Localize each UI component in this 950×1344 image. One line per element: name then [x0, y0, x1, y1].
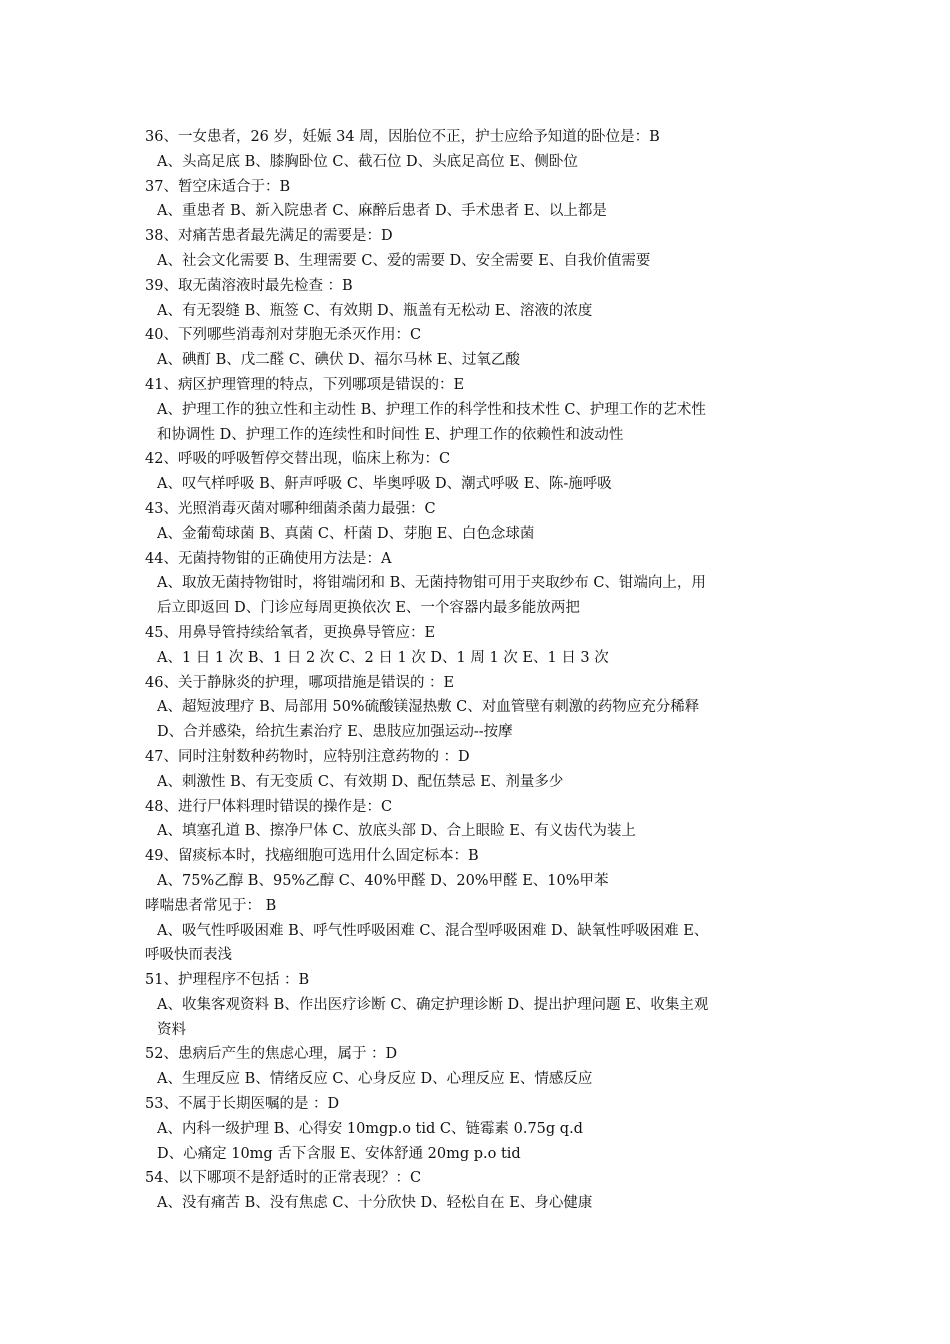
answer-options-line: A、叹气样呼吸 B、鼾声呼吸 C、毕奥呼吸 D、潮式呼吸 E、陈-施呼吸 [157, 476, 612, 493]
question-line: 哮喘患者常见于： B [145, 897, 277, 914]
question-line: 49、留痰标本时，找癌细胞可选用什么固定标本：B [145, 848, 479, 865]
answer-options-line: A、填塞孔道 B、擦净尸体 C、放底头部 D、合上眼睑 E、有义齿代为装上 [157, 823, 636, 840]
answer-options-line: A、社会文化需要 B、生理需要 C、爱的需要 D、安全需要 E、自我价值需要 [157, 252, 651, 269]
question-line: 54、以下哪项不是舒适时的正常表现？：C [145, 1170, 422, 1187]
question-line: 40、下列哪些消毒剂对芽胞无杀灭作用：C [145, 327, 422, 344]
question-line: 53、不属于长期医嘱的是 ：D [145, 1096, 340, 1113]
answer-options-line: A、金葡萄球菌 B、真菌 C、杆菌 D、芽胞 E、白色念球菌 [157, 525, 535, 542]
answer-options-line: A、没有痛苦 B、没有焦虑 C、十分欣快 D、轻松自在 E、身心健康 [157, 1195, 593, 1212]
answer-options-line: A、头高足底 B、膝胸卧位 C、截石位 D、头底足高位 E、侧卧位 [157, 153, 578, 170]
question-line: 41、病区护理管理的特点，下列哪项是错误的：E [145, 376, 465, 393]
answer-options-line: A、内科一级护理 B、心得安 10mgp.o tid C、链霉素 0.75g q.d [157, 1120, 583, 1137]
answer-options-line: A、碘酊 B、戊二醛 C、碘伏 D、福尔马林 E、过氧乙酸 [157, 352, 520, 369]
question-line: 52、患病后产生的焦虑心理，属于 ：D [145, 1046, 398, 1063]
answer-options-line: D、合并感染，给抗生素治疗 E、患肢应加强运动--按摩 [157, 724, 513, 741]
answer-options-line: A、有无裂缝 B、瓶签 C、有效期 D、瓶盖有无松动 E、溶液的浓度 [157, 302, 593, 319]
question-line: 43、光照消毒灭菌对哪种细菌杀菌力最强：C [145, 500, 436, 517]
question-list [145, 125, 795, 1216]
question-line: 37、暂空床适合于：B [145, 178, 291, 195]
answer-options-line: A、重患者 B、新入院患者 C、麻醉后患者 D、手术患者 E、以上都是 [157, 203, 607, 220]
question-line: 38、对痛苦患者最先满足的需要是：D [145, 228, 393, 245]
question-line: 51、护理程序不包括 ：B [145, 972, 310, 989]
answer-options-line: A、取放无菌持物钳时，将钳端闭和 B、无菌持物钳可用于夹取纱布 C、钳端向上，用 [157, 575, 706, 592]
answer-options-line: A、吸气性呼吸困难 B、呼气性呼吸困难 C、混合型呼吸困难 D、缺氧性呼吸困难 E、 [157, 922, 709, 939]
answer-options-line: A、收集客观资料 B、作出医疗诊断 C、确定护理诊断 D、提出护理问题 E、收集主观 [157, 996, 709, 1013]
question-line: 42、呼吸的呼吸暂停交替出现，临床上称为：C [145, 451, 451, 468]
question-line: 44、无菌持物钳的正确使用方法是：A [145, 550, 392, 567]
answer-options-line: A、75%乙醇 B、95%乙醇 C、40%甲醛 D、20%甲醛 E、10%甲苯 [157, 872, 609, 889]
answer-options-line: 和协调性 D、护理工作的连续性和时间性 E、护理工作的依赖性和波动性 [157, 426, 624, 443]
answer-options-line: A、生理反应 B、情绪反应 C、心身反应 D、心理反应 E、情感反应 [157, 1071, 593, 1088]
answer-options-line: D、心痛定 10mg 舌下含服 E、安体舒通 20mg p.o tid [157, 1145, 521, 1162]
answer-options-line: A、超短波理疗 B、局部用 50%硫酸镁湿热敷 C、对血管壁有刺激的药物应充分稀释 [157, 699, 700, 716]
question-line: 47、同时注射数种药物时，应特别注意药物的 ：D [145, 748, 470, 765]
question-line: 39、取无菌溶液时最先检查 ：B [145, 277, 353, 294]
question-line: 呼吸快而表浅 [145, 947, 232, 964]
question-line: 36、一女患者，26 岁，妊娠 34 周，因胎位不正，护士应给予知道的卧位是：B [145, 129, 660, 145]
answer-options-line: A、1 日 1 次 B、1 日 2 次 C、2 日 1 次 D、1 周 1 次 E、1 日 3 次 [157, 649, 609, 666]
answer-options-line: 后立即返回 D、门诊应每周更换依次 E、一个容器内最多能放两把 [157, 600, 580, 617]
question-line: 46、关于静脉炎的护理，哪项措施是错误的 ：E [145, 674, 455, 691]
answer-options-line: A、护理工作的独立性和主动性 B、护理工作的科学性和技术性 C、护理工作的艺术性 [157, 401, 706, 418]
question-line: 45、用鼻导管持续给氧者，更换鼻导管应：E [145, 624, 436, 641]
answer-options-line: A、刺激性 B、有无变质 C、有效期 D、配伍禁忌 E、剂量多少 [157, 773, 564, 790]
answer-options-line: 资料 [157, 1021, 186, 1038]
question-line: 48、进行尸体料理时错误的操作是：C [145, 798, 393, 815]
